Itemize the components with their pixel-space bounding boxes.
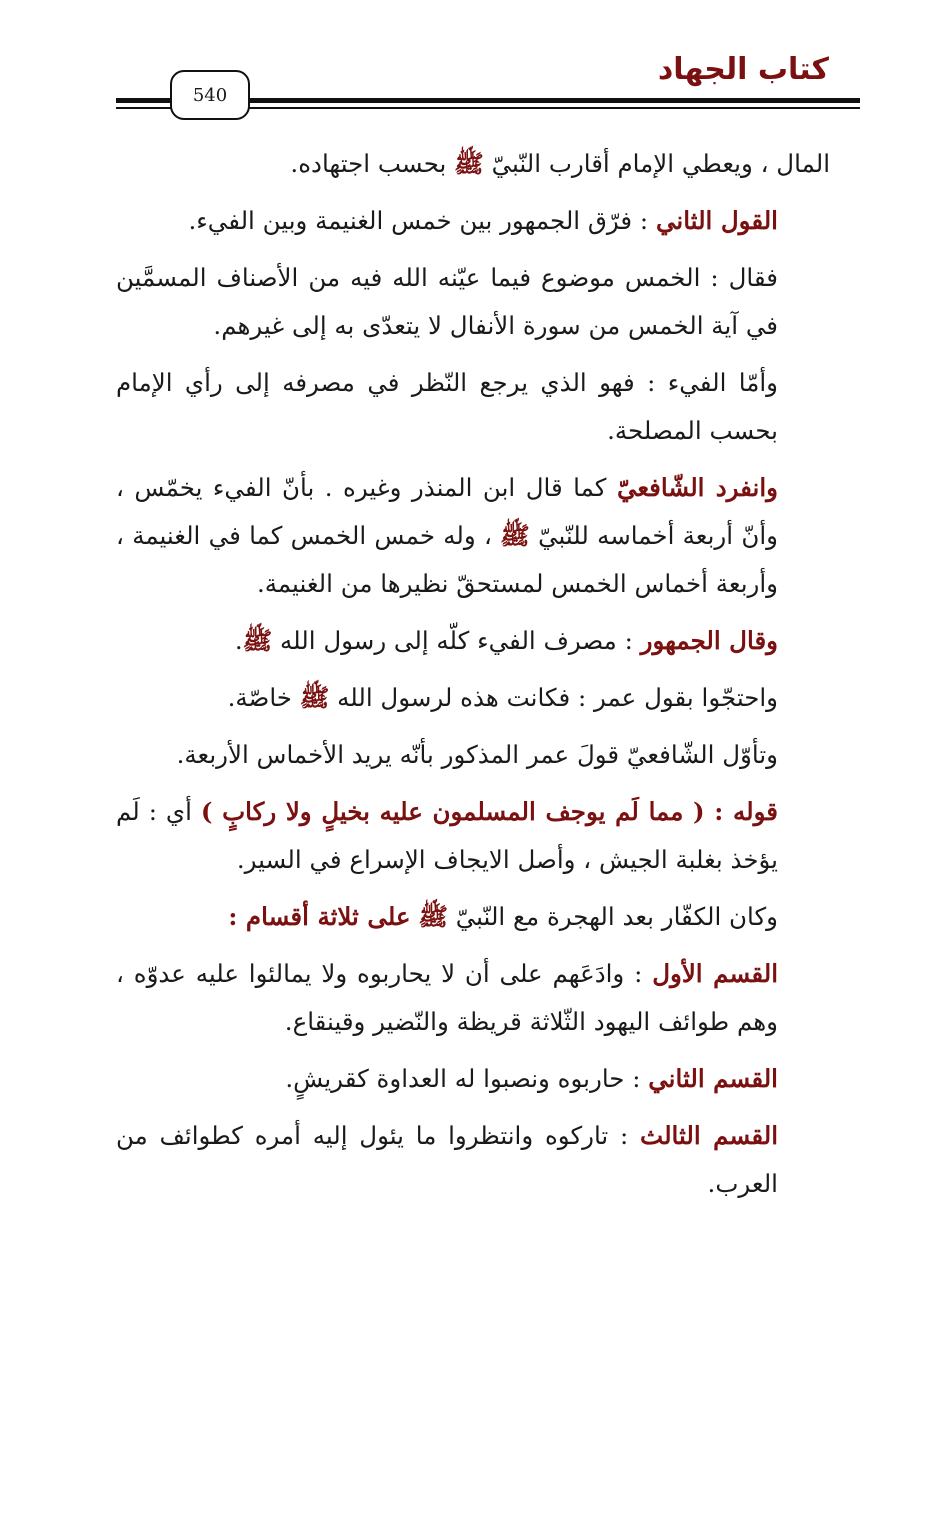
heading-label: على ثلاثة أقسام :	[228, 902, 411, 931]
paragraph-13: القسم الثالث : تاركوه وانتظروا ما يئول إليه أمره كطوائف من العرب.	[116, 1121, 778, 1198]
heading-label: وقال الجمهور	[640, 626, 778, 655]
salawat-glyph: ﷺ	[299, 683, 330, 712]
paragraph-2: القول الثاني : فرّق الجمهور بين خمس الغنيمة وبين الفيء.	[188, 206, 778, 235]
heading-label: القسم الثالث	[640, 1121, 778, 1150]
paragraph-5: وانفرد الشّافعيّ كما قال ابن المنذر وغيره . بأنّ الفيء يخمّس ، وأنّ أربعة أخماسه للنّبيّ ﷺ ، وله خمس الخمس كما في الغنيمة ، وأربعة أخماس الخمس لمستحقّ نظيرها من الغنيمة.	[116, 473, 778, 598]
paragraph-12: القسم الثاني : حاربوه ونصبوا له العداوة كقريشٍ.	[285, 1064, 778, 1093]
paragraph-10: وكان الكفّار بعد الهجرة مع النّبيّ ﷺ على ثلاثة أقسام :	[228, 902, 778, 931]
quote-label: قوله : ( مما لَم يوجف المسلمون عليه بخيلٍ ولا ركابٍ )	[200, 797, 778, 826]
paragraph-8: وتأوّل الشّافعيّ قولَ عمر المذكور بأنّه يريد الأخماس الأربعة.	[176, 740, 778, 769]
paragraph-9: قوله : ( مما لَم يوجف المسلمون عليه بخيلٍ ولا ركابٍ ) أي : لَم يؤخذ بغلبة الجيش ، وأصل الايجاف الإسراع في السير.	[116, 797, 778, 874]
salawat-glyph: ﷺ	[418, 902, 448, 931]
salawat-glyph: ﷺ	[500, 521, 530, 550]
salawat-glyph: ﷺ	[242, 626, 273, 655]
paragraph-4: وأمّا الفيء : فهو الذي يرجع النّظر في مصرفه إلى رأي الإمام بحسب المصلحة.	[116, 368, 778, 445]
book-title: كتاب الجهاد	[657, 52, 829, 87]
heading-label: القول الثاني	[655, 206, 778, 235]
paragraph-1: المال ، ويعطي الإمام أقارب النّبيّ ﷺ بحسب اجتهاده.	[290, 149, 830, 178]
body-text	[116, 140, 830, 1217]
heading-label: القسم الثاني	[648, 1064, 778, 1093]
heading-label: القسم الأول	[652, 959, 778, 988]
paragraph-3: فقال : الخمس موضوع فيما عيّنه الله فيه من الأصناف المسمَّين في آية الخمس من سورة الأنفال لا يتعدّى به إلى غيرهم.	[116, 263, 778, 340]
salawat-glyph: ﷺ	[454, 149, 484, 178]
page-number: 540	[170, 70, 250, 120]
paragraph-6: وقال الجمهور : مصرف الفيء كلّه إلى رسول الله ﷺ.	[234, 626, 778, 655]
heading-label: وانفرد الشّافعيّ	[616, 473, 778, 502]
paragraph-7: واحتجّوا بقول عمر : فكانت هذه لرسول الله ﷺ خاصّة.	[227, 683, 778, 712]
paragraph-11: القسم الأول : وادَعَهم على أن لا يحاربوه ولا يمالئوا عليه عدوّه ، وهم طوائف اليهود الثّلاثة قريظة والنّضير وقينقاع.	[116, 959, 778, 1036]
